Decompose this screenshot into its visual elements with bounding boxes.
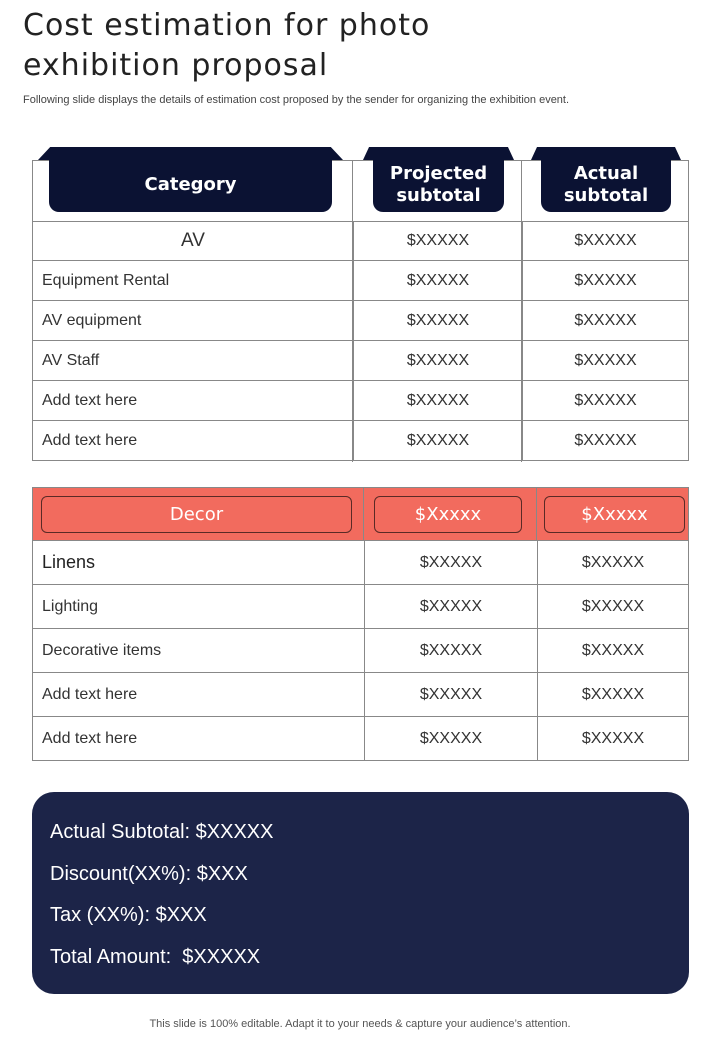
actual-value: $XXXXX	[537, 541, 688, 584]
row-label: AV	[181, 230, 205, 251]
actual-value: $XXXXX	[522, 301, 688, 340]
row-label: Add text here	[42, 431, 138, 449]
decor-projected-pill	[374, 496, 522, 533]
decor-label-pill	[41, 496, 352, 533]
table-row	[33, 221, 688, 261]
row-label: Equipment Rental	[42, 271, 170, 289]
tax-line: Tax (XX%): $XXX	[50, 904, 207, 926]
category-header	[49, 158, 332, 212]
actual-value: $XXXXX	[522, 341, 688, 380]
category-header-label: Category	[144, 174, 237, 195]
summary-box	[32, 792, 689, 994]
actual-value: $XXXXX	[522, 222, 688, 260]
row-label: Linens	[42, 552, 96, 572]
table-row	[33, 585, 688, 629]
decor-table-body	[32, 541, 689, 761]
actual-subtotal-line: Actual Subtotal: $XXXXX	[50, 821, 274, 843]
actual-value: $XXXXX	[522, 381, 688, 420]
footer-note: This slide is 100% editable. Adapt it to your needs & capture your audience’s attention.	[149, 1018, 571, 1030]
projected-value: $XXXXX	[353, 421, 522, 460]
row-label: Lighting	[42, 597, 99, 615]
decor-actual-pill	[544, 496, 685, 533]
projected-value: $XXXXX	[353, 301, 522, 340]
column-divider	[363, 487, 364, 541]
projected-value: $XXXXX	[353, 261, 522, 300]
table-row	[33, 541, 688, 585]
projected-value: $XXXXX	[364, 629, 537, 672]
total-amount-line: Total Amount: $XXXXX	[50, 945, 261, 968]
column-divider	[536, 487, 537, 541]
row-label: Add text here	[42, 729, 138, 747]
actual-subtotal-header	[541, 158, 671, 212]
projected-value: $XXXXX	[364, 717, 537, 760]
av-table-body	[32, 221, 689, 461]
projected-subtotal-header	[373, 158, 504, 212]
actual-value: $XXXXX	[537, 629, 688, 672]
actual-value: $XXXXX	[537, 673, 688, 716]
projected-value: $XXXXX	[353, 341, 522, 380]
actual-value: $XXXXX	[522, 421, 688, 460]
projected-value: $XXXXX	[364, 673, 537, 716]
table-row	[33, 301, 688, 341]
decor-label: Decor	[169, 504, 224, 525]
table-row	[33, 341, 688, 381]
decor-projected-value: $Xxxxx	[414, 504, 482, 525]
table-row	[33, 381, 688, 421]
projected-value: $XXXXX	[364, 585, 537, 628]
discount-line: Discount(XX%): $XXX	[50, 862, 248, 885]
row-label: AV equipment	[42, 311, 142, 329]
page-title: Cost estimation for photo exhibition proposal	[23, 8, 431, 83]
projected-value: $XXXXX	[364, 541, 537, 584]
table-row	[33, 261, 688, 301]
table-row	[33, 421, 688, 461]
row-label: Decorative items	[42, 641, 162, 659]
table-row	[33, 717, 688, 761]
projected-subtotal-header-label: Projected subtotal	[389, 163, 488, 206]
row-label: AV Staff	[42, 351, 100, 369]
actual-value: $XXXXX	[537, 717, 688, 760]
actual-subtotal-header-label: Actual subtotal	[563, 163, 649, 206]
row-label: Add text here	[42, 685, 138, 703]
table-row	[33, 673, 688, 717]
decor-actual-value: $Xxxxx	[581, 504, 648, 525]
projected-value: $XXXXX	[353, 222, 522, 260]
actual-value: $XXXXX	[537, 585, 688, 628]
row-label: Add text here	[42, 391, 138, 409]
projected-value: $XXXXX	[353, 381, 522, 420]
page-subtitle: Following slide displays the details of estimation cost proposed by the sender for organizing the exhibition event.	[23, 94, 570, 106]
actual-value: $XXXXX	[522, 261, 688, 300]
table-row	[33, 629, 688, 673]
